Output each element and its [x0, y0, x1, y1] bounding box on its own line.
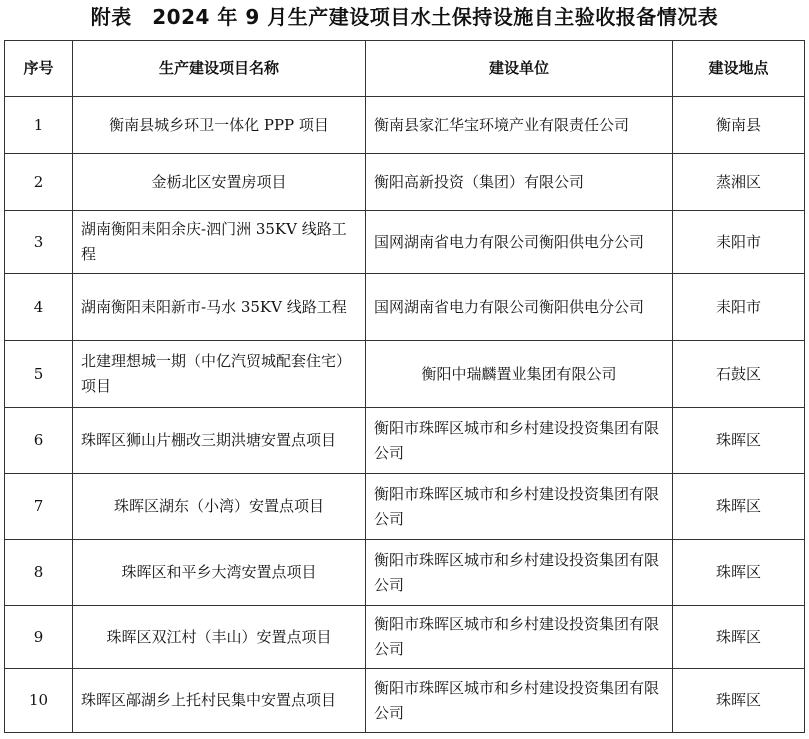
- row-project-name: 湖南衡阳耒阳余庆-泗门洲 35KV 线路工程: [73, 211, 366, 274]
- table-row: [5, 341, 805, 408]
- row-construction-unit: 衡阳市珠晖区城市和乡村建设投资集团有限公司: [366, 669, 673, 733]
- project-table: [4, 40, 805, 733]
- row-no: 1: [5, 97, 73, 154]
- row-location: 蒸湘区: [673, 154, 805, 211]
- row-location: 珠晖区: [673, 408, 805, 474]
- row-construction-unit: 衡阳市珠晖区城市和乡村建设投资集团有限公司: [366, 474, 673, 540]
- row-construction-unit: 衡阳市珠晖区城市和乡村建设投资集团有限公司: [366, 606, 673, 669]
- row-location: 珠晖区: [673, 669, 805, 733]
- header-location: 建设地点: [673, 41, 805, 97]
- row-project-name: 珠晖区双江村（丰山）安置点项目: [73, 606, 366, 669]
- row-no: 9: [5, 606, 73, 669]
- header-construction-unit: 建设单位: [366, 41, 673, 97]
- row-project-name: 珠晖区湖东（小湾）安置点项目: [73, 474, 366, 540]
- row-no: 4: [5, 274, 73, 341]
- row-construction-unit: 国网湖南省电力有限公司衡阳供电分公司: [366, 211, 673, 274]
- row-construction-unit: 衡阳中瑞麟置业集团有限公司: [366, 341, 673, 408]
- row-project-name: 北建理想城一期（中亿汽贸城配套住宅）项目: [73, 341, 366, 408]
- table-row: [5, 154, 805, 211]
- table-row: [5, 606, 805, 669]
- row-location: 耒阳市: [673, 211, 805, 274]
- table-row: [5, 97, 805, 154]
- table-row: [5, 274, 805, 341]
- row-construction-unit: 衡阳市珠晖区城市和乡村建设投资集团有限公司: [366, 408, 673, 474]
- row-location: 石鼓区: [673, 341, 805, 408]
- row-location: 衡南县: [673, 97, 805, 154]
- row-location: 珠晖区: [673, 540, 805, 606]
- row-construction-unit: 衡阳市珠晖区城市和乡村建设投资集团有限公司: [366, 540, 673, 606]
- row-no: 5: [5, 341, 73, 408]
- row-project-name: 珠晖区鄗湖乡上托村民集中安置点项目: [73, 669, 366, 733]
- table-row: [5, 540, 805, 606]
- row-no: 10: [5, 669, 73, 733]
- table-row: [5, 669, 805, 733]
- header-no: 序号: [5, 41, 73, 97]
- row-project-name: 衡南县城乡环卫一体化 PPP 项目: [73, 97, 366, 154]
- row-project-name: 金栃北区安置房项目: [73, 154, 366, 211]
- header-project-name: 生产建设项目名称: [73, 41, 366, 97]
- table-header-row: [5, 41, 805, 97]
- row-location: 耒阳市: [673, 274, 805, 341]
- row-no: 3: [5, 211, 73, 274]
- row-project-name: 珠晖区和平乡大湾安置点项目: [73, 540, 366, 606]
- table-row: [5, 211, 805, 274]
- row-location: 珠晖区: [673, 474, 805, 540]
- row-no: 6: [5, 408, 73, 474]
- row-construction-unit: 国网湖南省电力有限公司衡阳供电分公司: [366, 274, 673, 341]
- row-project-name: 珠晖区狮山片棚改三期洪塘安置点项目: [73, 408, 366, 474]
- row-location: 珠晖区: [673, 606, 805, 669]
- row-no: 8: [5, 540, 73, 606]
- row-project-name: 湖南衡阳耒阳新市-马水 35KV 线路工程: [73, 274, 366, 341]
- row-construction-unit: 衡南县家汇华宝环境产业有限责任公司: [366, 97, 673, 154]
- table-row: [5, 474, 805, 540]
- table-row: [5, 408, 805, 474]
- page-title: 附表 2024 年 9 月生产建设项目水土保持设施自主验收报备情况表: [90, 5, 719, 29]
- row-no: 7: [5, 474, 73, 540]
- row-construction-unit: 衡阳高新投资（集团）有限公司: [366, 154, 673, 211]
- row-no: 2: [5, 154, 73, 211]
